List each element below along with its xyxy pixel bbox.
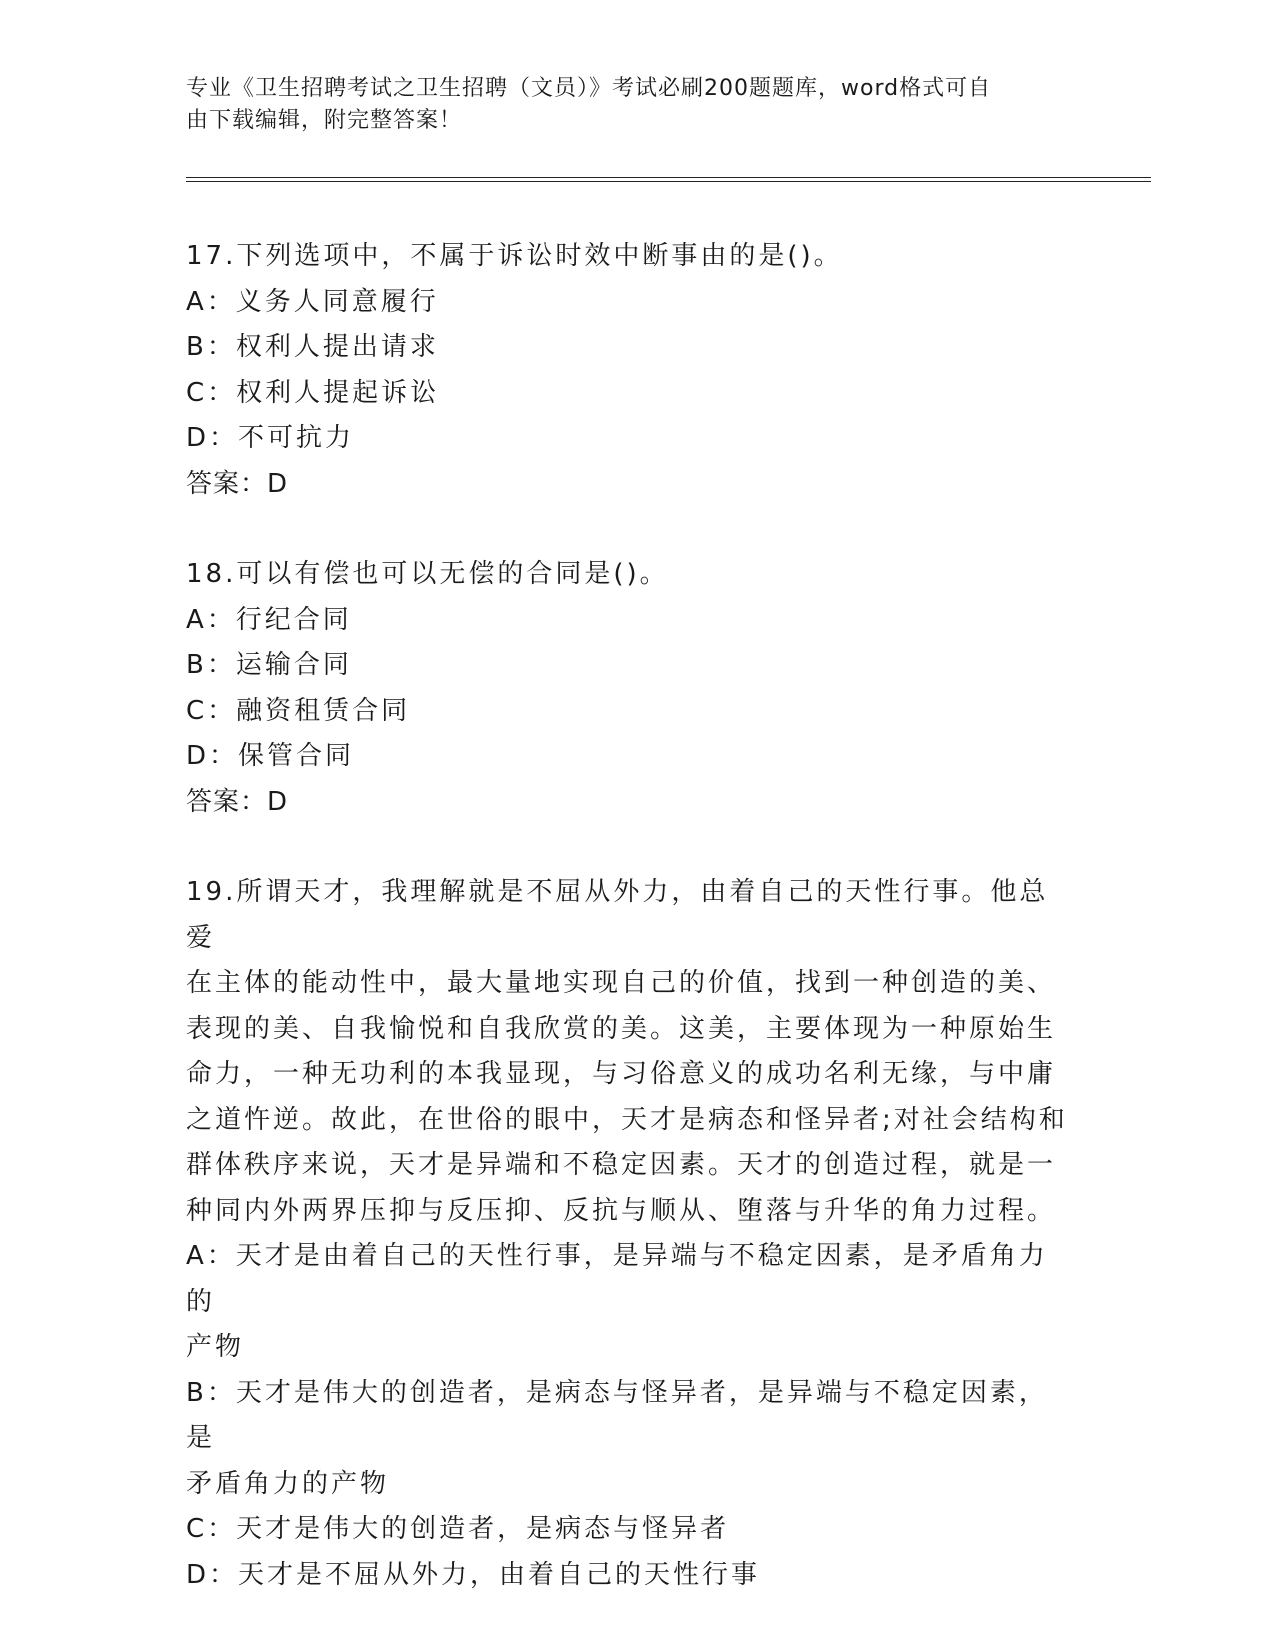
option-c: C：融资租赁合同 (186, 695, 411, 726)
question-stem-line: 之道忤逆。故此，在世俗的眼中，天才是病态和怪异者;对社会结构和 (186, 1104, 1068, 1135)
header-line-2: 由下载编辑，附完整答案！ (186, 108, 463, 133)
answer (186, 780, 1076, 826)
question-17 (186, 234, 1076, 507)
option-c: C：权利人提起诉讼 (186, 377, 440, 408)
option-d: D：不可抗力 (186, 423, 355, 453)
question-stem: 17.下列选项中，不属于诉讼时效中断事由的是()。 (186, 241, 843, 271)
answer-label: 答案： (186, 468, 268, 499)
option-a: A：行纪合同 (186, 604, 352, 635)
question-stem: 18.可以有偿也可以无偿的合同是()。 (186, 559, 669, 589)
answer-value: D (267, 786, 288, 817)
option-d: D：天才是不屈从外力，由着自己的天性行事 (186, 1559, 761, 1590)
question-stem-line: 群体秩序来说，天才是异端和不稳定因素。天才的创造过程，就是一 (186, 1150, 1057, 1180)
option-b: B：权利人提出请求 (186, 332, 439, 362)
answer-value: D (267, 468, 288, 499)
answer (186, 462, 1076, 508)
question-stem-line: 19.所谓天才，我理解就是不屈从外力，由着自己的天性行事。他总爱 (186, 877, 1049, 953)
option-b-continued: 矛盾角力的产物 (186, 1468, 390, 1499)
header-divider-bottom (186, 181, 1151, 182)
header-line-1: 专业《卫生招聘考试之卫生招聘（文员）》考试必刷200题题库，word格式可自 (186, 76, 992, 101)
option-c: C：天才是伟大的创造者，是病态与怪异者 (186, 1514, 730, 1544)
question-stem-line: 表现的美、自我愉悦和自我欣赏的美。这美，主要体现为一种原始生 (186, 1013, 1057, 1044)
question-19 (186, 870, 1076, 1598)
option-a-continued: 产物 (186, 1332, 245, 1362)
option-d: D：保管合同 (186, 741, 355, 771)
option-b: B：天才是伟大的创造者，是病态与怪异者，是异端与不稳定因素，是 (186, 1377, 1048, 1453)
option-a: A：天才是由着自己的天性行事，是异端与不稳定因素，是矛盾角力的 (186, 1241, 1048, 1317)
answer-label: 答案： (186, 786, 268, 817)
question-stem-line: 种同内外两界压抑与反压抑、反抗与顺从、堕落与升华的角力过程。 (186, 1195, 1057, 1226)
header-divider-top (186, 177, 1151, 178)
document-header (186, 73, 1066, 137)
question-stem-line: 在主体的能动性中，最大量地实现自己的价值，找到一种创造的美、 (186, 968, 1057, 998)
option-b: B：运输合同 (186, 650, 352, 680)
option-a: A：义务人同意履行 (186, 286, 439, 317)
question-18 (186, 552, 1076, 825)
question-stem-line: 命力，一种无功利的本我显现，与习俗意义的成功名利无缘，与中庸 (186, 1059, 1057, 1089)
